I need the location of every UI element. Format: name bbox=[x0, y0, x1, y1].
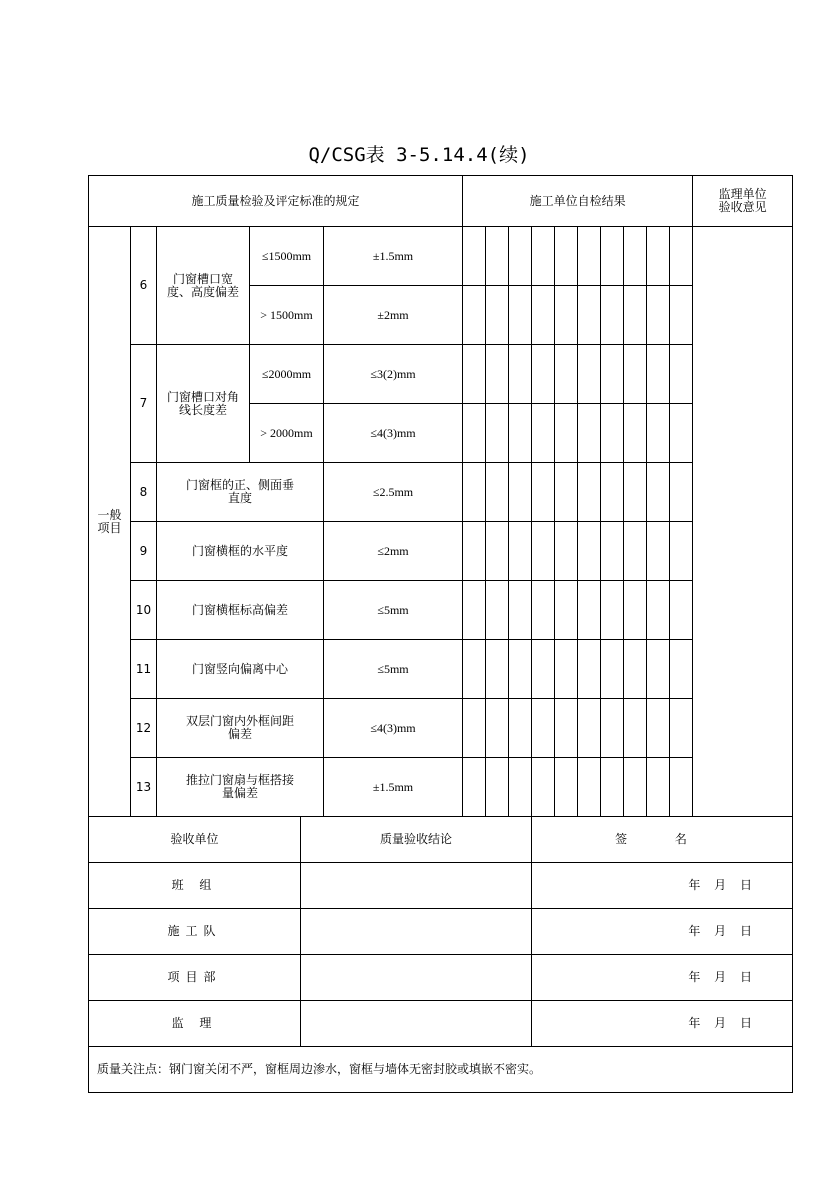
self-check-cell[interactable] bbox=[509, 758, 532, 817]
self-check-cell[interactable] bbox=[624, 581, 647, 640]
self-check-cell[interactable] bbox=[532, 699, 555, 758]
self-check-cell[interactable] bbox=[624, 463, 647, 522]
self-check-cell[interactable] bbox=[578, 345, 601, 404]
item-standard: ≤5mm bbox=[324, 640, 463, 699]
conclusion-cell[interactable] bbox=[301, 909, 532, 955]
self-check-cell[interactable] bbox=[670, 758, 693, 817]
self-check-cell[interactable] bbox=[486, 227, 509, 286]
item-standard: ±2mm bbox=[324, 286, 463, 345]
self-check-cell[interactable] bbox=[532, 522, 555, 581]
item-number: 8 bbox=[131, 463, 157, 522]
item-condition: > 2000mm bbox=[250, 404, 324, 463]
form-title: Q/CSG表 3-5.14.4(续) bbox=[308, 144, 530, 166]
self-check-cell[interactable] bbox=[624, 522, 647, 581]
self-check-cell[interactable] bbox=[555, 640, 578, 699]
self-check-cell[interactable] bbox=[670, 463, 693, 522]
item-name: 门窗横框标高偏差 bbox=[157, 581, 324, 640]
self-check-cell[interactable] bbox=[532, 758, 555, 817]
self-check-cell[interactable] bbox=[555, 404, 578, 463]
self-check-cell[interactable] bbox=[647, 758, 670, 817]
self-check-cell[interactable] bbox=[670, 522, 693, 581]
self-check-cell[interactable] bbox=[670, 404, 693, 463]
sign-date[interactable]: 年 月 日 bbox=[532, 863, 793, 909]
item-name: 双层门窗内外框间距偏差 bbox=[157, 699, 324, 758]
sign-table bbox=[88, 816, 793, 1093]
item-number: 13 bbox=[131, 758, 157, 817]
self-check-cell[interactable] bbox=[486, 758, 509, 817]
self-check-cell[interactable] bbox=[463, 758, 486, 817]
sign-row bbox=[89, 909, 793, 955]
item-name: 门窗框的正、侧面垂直度 bbox=[157, 463, 324, 522]
table-row bbox=[89, 345, 793, 404]
item-standard: ≤4(3)mm bbox=[324, 404, 463, 463]
self-check-cell[interactable] bbox=[624, 699, 647, 758]
item-name: 门窗槽口对角线长度差 bbox=[157, 345, 250, 463]
sign-unit: 项目部 bbox=[89, 955, 301, 1001]
self-check-cell[interactable] bbox=[624, 286, 647, 345]
item-standard: ≤2.5mm bbox=[324, 463, 463, 522]
self-check-cell[interactable] bbox=[463, 227, 486, 286]
self-check-cell[interactable] bbox=[647, 522, 670, 581]
self-check-cell[interactable] bbox=[647, 227, 670, 286]
self-check-cell[interactable] bbox=[670, 286, 693, 345]
self-check-cell[interactable] bbox=[532, 286, 555, 345]
sign-row bbox=[89, 1001, 793, 1047]
sign-date[interactable]: 年 月 日 bbox=[532, 909, 793, 955]
self-check-cell[interactable] bbox=[509, 227, 532, 286]
self-check-cell[interactable] bbox=[601, 522, 624, 581]
sign-row bbox=[89, 863, 793, 909]
item-standard: ±1.5mm bbox=[324, 227, 463, 286]
self-check-cell[interactable] bbox=[578, 581, 601, 640]
self-check-cell[interactable] bbox=[601, 227, 624, 286]
self-check-cell[interactable] bbox=[486, 581, 509, 640]
self-check-cell[interactable] bbox=[486, 463, 509, 522]
table-row bbox=[89, 463, 793, 522]
category-cell: 一般项目 bbox=[89, 227, 131, 817]
self-check-cell[interactable] bbox=[532, 345, 555, 404]
item-standard: ≤4(3)mm bbox=[324, 699, 463, 758]
sign-date[interactable]: 年 月 日 bbox=[532, 1001, 793, 1047]
item-condition: ≤2000mm bbox=[250, 345, 324, 404]
item-condition: ≤1500mm bbox=[250, 227, 324, 286]
self-check-cell[interactable] bbox=[532, 581, 555, 640]
header-self-check: 施工单位自检结果 bbox=[463, 176, 693, 227]
self-check-cell[interactable] bbox=[555, 227, 578, 286]
self-check-cell[interactable] bbox=[578, 227, 601, 286]
self-check-cell[interactable] bbox=[486, 522, 509, 581]
self-check-cell[interactable] bbox=[578, 463, 601, 522]
self-check-cell[interactable] bbox=[532, 640, 555, 699]
self-check-cell[interactable] bbox=[509, 640, 532, 699]
header-standard: 施工质量检验及评定标准的规定 bbox=[89, 176, 463, 227]
self-check-cell[interactable] bbox=[486, 404, 509, 463]
item-name: 门窗横框的水平度 bbox=[157, 522, 324, 581]
self-check-cell[interactable] bbox=[532, 404, 555, 463]
self-check-cell[interactable] bbox=[463, 699, 486, 758]
self-check-cell[interactable] bbox=[601, 581, 624, 640]
item-condition: > 1500mm bbox=[250, 286, 324, 345]
self-check-cell[interactable] bbox=[578, 522, 601, 581]
self-check-cell[interactable] bbox=[532, 463, 555, 522]
self-check-cell[interactable] bbox=[463, 581, 486, 640]
col-sign: 签 名 bbox=[532, 817, 793, 863]
self-check-cell[interactable] bbox=[509, 404, 532, 463]
self-check-cell[interactable] bbox=[555, 345, 578, 404]
item-standard: ±1.5mm bbox=[324, 758, 463, 817]
table-row bbox=[89, 227, 793, 286]
self-check-cell[interactable] bbox=[486, 640, 509, 699]
item-name: 推拉门窗扇与框搭接量偏差 bbox=[157, 758, 324, 817]
self-check-cell[interactable] bbox=[647, 404, 670, 463]
self-check-cell[interactable] bbox=[647, 699, 670, 758]
conclusion-cell[interactable] bbox=[301, 863, 532, 909]
self-check-cell[interactable] bbox=[578, 404, 601, 463]
sign-unit: 施工队 bbox=[89, 909, 301, 955]
self-check-cell[interactable] bbox=[624, 404, 647, 463]
quality-note: 质量关注点：钢门窗关闭不严，窗框周边渗水，窗框与墙体无密封胶或填嵌不密实。 bbox=[89, 1047, 793, 1093]
self-check-cell[interactable] bbox=[463, 286, 486, 345]
self-check-cell[interactable] bbox=[578, 640, 601, 699]
self-check-cell[interactable] bbox=[601, 345, 624, 404]
self-check-cell[interactable] bbox=[463, 345, 486, 404]
self-check-cell[interactable] bbox=[624, 345, 647, 404]
self-check-cell[interactable] bbox=[647, 345, 670, 404]
table-row bbox=[89, 581, 793, 640]
self-check-cell[interactable] bbox=[647, 640, 670, 699]
note-row bbox=[89, 1047, 793, 1093]
self-check-cell[interactable] bbox=[486, 345, 509, 404]
col-conclusion: 质量验收结论 bbox=[301, 817, 532, 863]
self-check-cell[interactable] bbox=[509, 699, 532, 758]
self-check-cell[interactable] bbox=[555, 286, 578, 345]
sign-unit: 监 理 bbox=[89, 1001, 301, 1047]
self-check-cell[interactable] bbox=[463, 463, 486, 522]
self-check-cell[interactable] bbox=[555, 463, 578, 522]
self-check-cell[interactable] bbox=[555, 581, 578, 640]
self-check-cell[interactable] bbox=[670, 581, 693, 640]
table-row bbox=[89, 758, 793, 817]
item-standard: ≤5mm bbox=[324, 581, 463, 640]
self-check-cell[interactable] bbox=[601, 404, 624, 463]
supervisor-opinion-cell[interactable] bbox=[693, 227, 793, 817]
self-check-cell[interactable] bbox=[509, 345, 532, 404]
item-number: 11 bbox=[131, 640, 157, 699]
table-row bbox=[89, 640, 793, 699]
self-check-cell[interactable] bbox=[509, 581, 532, 640]
sign-unit: 班 组 bbox=[89, 863, 301, 909]
self-check-cell[interactable] bbox=[578, 699, 601, 758]
self-check-cell[interactable] bbox=[486, 286, 509, 345]
self-check-cell[interactable] bbox=[463, 640, 486, 699]
table-row bbox=[89, 699, 793, 758]
self-check-cell[interactable] bbox=[578, 758, 601, 817]
self-check-cell[interactable] bbox=[463, 404, 486, 463]
sign-date[interactable]: 年 月 日 bbox=[532, 955, 793, 1001]
self-check-cell[interactable] bbox=[578, 286, 601, 345]
item-number: 12 bbox=[131, 699, 157, 758]
self-check-cell[interactable] bbox=[509, 522, 532, 581]
self-check-cell[interactable] bbox=[555, 758, 578, 817]
inspection-table bbox=[88, 175, 793, 817]
item-standard: ≤3(2)mm bbox=[324, 345, 463, 404]
self-check-cell[interactable] bbox=[624, 640, 647, 699]
item-name: 门窗槽口宽度、高度偏差 bbox=[157, 227, 250, 345]
self-check-cell[interactable] bbox=[601, 640, 624, 699]
self-check-cell[interactable] bbox=[509, 463, 532, 522]
item-name: 门窗竖向偏离中心 bbox=[157, 640, 324, 699]
header-supervisor: 监理单位验收意见 bbox=[693, 176, 793, 227]
self-check-cell[interactable] bbox=[670, 227, 693, 286]
self-check-cell[interactable] bbox=[601, 699, 624, 758]
self-check-cell[interactable] bbox=[601, 286, 624, 345]
self-check-cell[interactable] bbox=[555, 699, 578, 758]
self-check-cell[interactable] bbox=[601, 463, 624, 522]
conclusion-cell[interactable] bbox=[301, 1001, 532, 1047]
self-check-cell[interactable] bbox=[647, 463, 670, 522]
col-unit: 验收单位 bbox=[89, 817, 301, 863]
item-number: 7 bbox=[131, 345, 157, 463]
self-check-cell[interactable] bbox=[670, 640, 693, 699]
self-check-cell[interactable] bbox=[670, 699, 693, 758]
item-number: 9 bbox=[131, 522, 157, 581]
sign-row bbox=[89, 955, 793, 1001]
self-check-cell[interactable] bbox=[647, 581, 670, 640]
self-check-cell[interactable] bbox=[509, 286, 532, 345]
item-number: 10 bbox=[131, 581, 157, 640]
self-check-cell[interactable] bbox=[532, 227, 555, 286]
item-standard: ≤2mm bbox=[324, 522, 463, 581]
self-check-cell[interactable] bbox=[624, 758, 647, 817]
item-number: 6 bbox=[131, 227, 157, 345]
self-check-cell[interactable] bbox=[601, 758, 624, 817]
conclusion-cell[interactable] bbox=[301, 955, 532, 1001]
self-check-cell[interactable] bbox=[486, 699, 509, 758]
table-row bbox=[89, 522, 793, 581]
self-check-cell[interactable] bbox=[463, 522, 486, 581]
self-check-cell[interactable] bbox=[555, 522, 578, 581]
self-check-cell[interactable] bbox=[670, 345, 693, 404]
self-check-cell[interactable] bbox=[647, 286, 670, 345]
self-check-cell[interactable] bbox=[624, 227, 647, 286]
